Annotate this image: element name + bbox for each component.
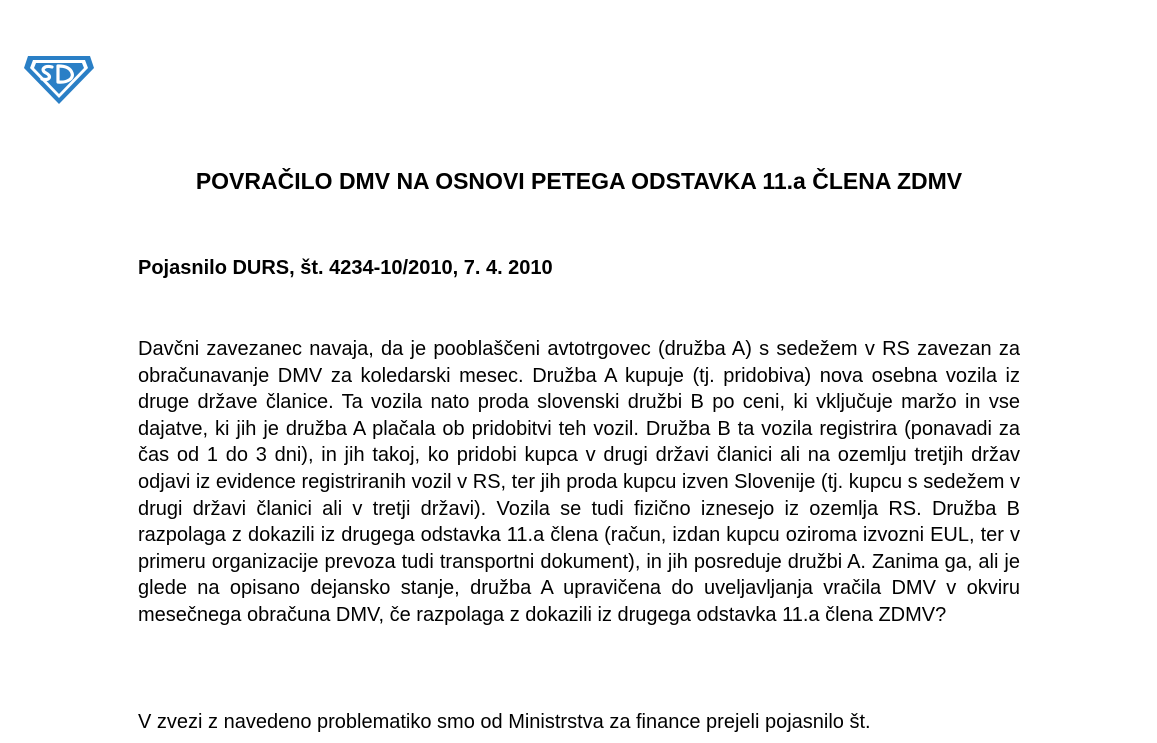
body-paragraph: V zvezi z navedeno problematiko smo od Ministrstva za finance prejeli pojasnilo št. (138, 711, 871, 733)
document-title: POVRAČILO DMV NA OSNOVI PETEGA ODSTAVKA 11.a ČLENA ZDMV (195, 168, 963, 194)
document-subtitle: Pojasnilo DURS, št. 4234-10/2010, 7. 4. 2010 (138, 257, 553, 279)
sd-logo (22, 48, 96, 106)
body-paragraph: Davčni zavezanec navaja, da je pooblaščeni avtotrgovec (družba A) s sedežem v RS zavezan za obračunavanje DMV za koledarski mesec. Družba A kupuje (tj. pridobiva) nova osebna vozila iz druge države članice. Ta vozila nato proda slovenski družbi B po ceni, ki vključuje maržo in vse dajatve, ki jih je družba A plačala ob pridobitvi teh vozil. Družba B ta vozila registrira (ponavadi za čas od 1 do 3 dni), in jih takoj, ko pridobi kupca v drugi državi članici ali na ozemlju tretjih držav odjavi iz evidence registriranih vozil v RS, ter jih proda kupcu izven Slovenije (tj. kupcu s sedežem v drugi državi članici ali v tretji državi). Vozila se tudi fizično iznesejo iz ozemlja RS. Družba B razpolaga z dokazili iz drugega odstavka 11.a člena (račun, izdan kupcu oziroma izvozni EUL, ter v primeru organizacije prevoza tudi transportni dokument), in jih posreduje družbi A. Zanima ga, ali je glede na opisano dejansko stanje, družba A upravičena do uveljavljanja vračila DMV v okviru mesečnega obračuna DMV, če razpolaga z dokazili iz drugega odstavka 11.a člena ZDMV? (138, 338, 1020, 626)
sd-diamond-logo-icon (22, 48, 96, 106)
